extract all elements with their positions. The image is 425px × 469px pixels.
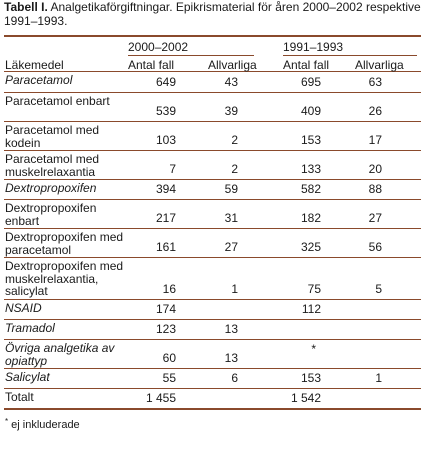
serious-1991-cell: 20 <box>368 162 382 177</box>
cases-1991-cell: 112 <box>301 302 321 317</box>
drug-name-cell: Totalt <box>5 390 34 404</box>
serious-1991-cell: 26 <box>368 104 382 119</box>
table-row <box>4 320 421 340</box>
cases-2000-cell: 55 <box>162 371 176 386</box>
cases-1991-cell: 695 <box>300 75 321 90</box>
cases-2000-cell: 123 <box>155 322 176 337</box>
table-row <box>4 72 421 93</box>
cases-1991-cell: 325 <box>300 240 321 255</box>
serious-2000-cell: 1 <box>231 282 238 297</box>
serious-2000-cell: 31 <box>224 211 238 226</box>
table-label: Tabell I. <box>4 0 48 14</box>
cases-1991-cell: 153 <box>300 371 321 386</box>
table-row <box>4 122 421 151</box>
table-body <box>4 72 421 408</box>
table-figure <box>4 0 421 432</box>
serious-2000-cell: 13 <box>224 322 238 337</box>
cases-2000-cell: 60 <box>162 351 176 366</box>
drug-name-cell: Paracetamol med kodein <box>5 123 100 150</box>
serious-1991-cell: 88 <box>368 182 382 197</box>
footnote-mark: * <box>5 417 9 426</box>
serious-1991-cell: 17 <box>368 133 382 148</box>
cases-2000-cell: 394 <box>155 182 176 197</box>
cases-2000-cell: 217 <box>155 211 176 226</box>
cases-2000-cell: 539 <box>155 104 176 119</box>
table-row <box>4 200 421 229</box>
cases-1991-cell: 582 <box>300 182 321 197</box>
col-header-drug: Läkemedel <box>5 58 64 72</box>
table-row <box>4 369 421 389</box>
drug-name-cell: Dextropropoxifen enbart <box>5 201 97 228</box>
cases-2000-cell: 7 <box>169 162 176 177</box>
serious-1991-cell: 56 <box>368 240 382 255</box>
serious-2000-cell: 2 <box>231 133 238 148</box>
serious-1991-cell: 5 <box>375 282 382 297</box>
drug-name-cell: Dextropropoxifen <box>5 181 97 195</box>
cases-1991-cell: 409 <box>300 104 321 119</box>
cases-1991-cell: 153 <box>300 133 321 148</box>
cases-1991-cell: 182 <box>300 211 321 226</box>
serious-2000-cell: 27 <box>224 240 238 255</box>
serious-2000-cell: 13 <box>224 351 238 366</box>
serious-2000-cell: 2 <box>231 162 238 177</box>
drug-name-cell: Dextropropoxifen med muskelrelaxantia, salicylat <box>5 259 124 299</box>
serious-2000-cell: 6 <box>231 371 238 386</box>
table-bottom-rule <box>4 408 421 410</box>
drug-name-cell: Salicylat <box>5 370 50 384</box>
table-caption <box>4 0 421 33</box>
drug-name-cell: Övriga analgetika av opiattyp <box>5 341 115 368</box>
table-row <box>4 300 421 320</box>
table-row <box>4 229 421 258</box>
cases-1991-cell: 75 <box>307 282 321 297</box>
table-header <box>4 37 421 72</box>
serious-1991-cell: 63 <box>368 75 382 90</box>
table-row <box>4 389 421 408</box>
cases-2000-cell: 16 <box>162 282 176 297</box>
cases-2000-cell: 161 <box>155 240 176 255</box>
drug-name-cell: Paracetamol med muskelrelaxantia <box>5 152 100 179</box>
drug-name-cell: Paracetamol enbart <box>5 94 110 108</box>
col-header-cases-1991: Antal fall <box>283 58 330 72</box>
cases-2000-cell: 174 <box>155 302 176 317</box>
serious-2000-cell: 39 <box>224 104 238 119</box>
table-footnote <box>4 418 421 432</box>
table-row <box>4 151 421 180</box>
drug-name-cell: Paracetamol <box>5 73 73 87</box>
cases-2000-cell: 103 <box>155 133 176 148</box>
serious-2000-cell: 43 <box>224 75 238 90</box>
cases-1991-cell: 133 <box>300 162 321 177</box>
serious-2000-cell: 59 <box>224 182 238 197</box>
group-header-2000-2002: 2000–2002 <box>128 40 189 54</box>
serious-1991-cell: 27 <box>368 211 382 226</box>
group-underline-2 <box>283 55 417 56</box>
group-underline-1 <box>128 55 254 56</box>
drug-name-cell: Dextropropoxifen med paracetamol <box>5 230 124 257</box>
table-row <box>4 340 421 369</box>
group-header-1991-1993: 1991–1993 <box>283 40 344 54</box>
table-row <box>4 258 421 300</box>
cases-2000-cell: 1 455 <box>145 391 176 406</box>
table-caption-text: Analgetikaförgiftningar. Epikrismaterial för åren 2000–2002 respektive 1991–1993. <box>4 0 421 28</box>
drug-name-cell: NSAID <box>5 301 42 315</box>
cases-1991-cell: 1 542 <box>290 391 321 406</box>
footnote-text: ej inkluderade <box>8 419 80 431</box>
col-header-serious-2000: Allvarliga <box>208 58 257 72</box>
serious-1991-cell: 1 <box>375 371 382 386</box>
table-row <box>4 180 421 200</box>
cases-2000-cell: 649 <box>155 75 176 90</box>
table-row <box>4 93 421 122</box>
col-header-cases-2000: Antal fall <box>128 58 175 72</box>
cases-1991-cell: * <box>311 342 316 357</box>
col-header-serious-1991: Allvarliga <box>355 58 404 72</box>
drug-name-cell: Tramadol <box>5 321 55 335</box>
